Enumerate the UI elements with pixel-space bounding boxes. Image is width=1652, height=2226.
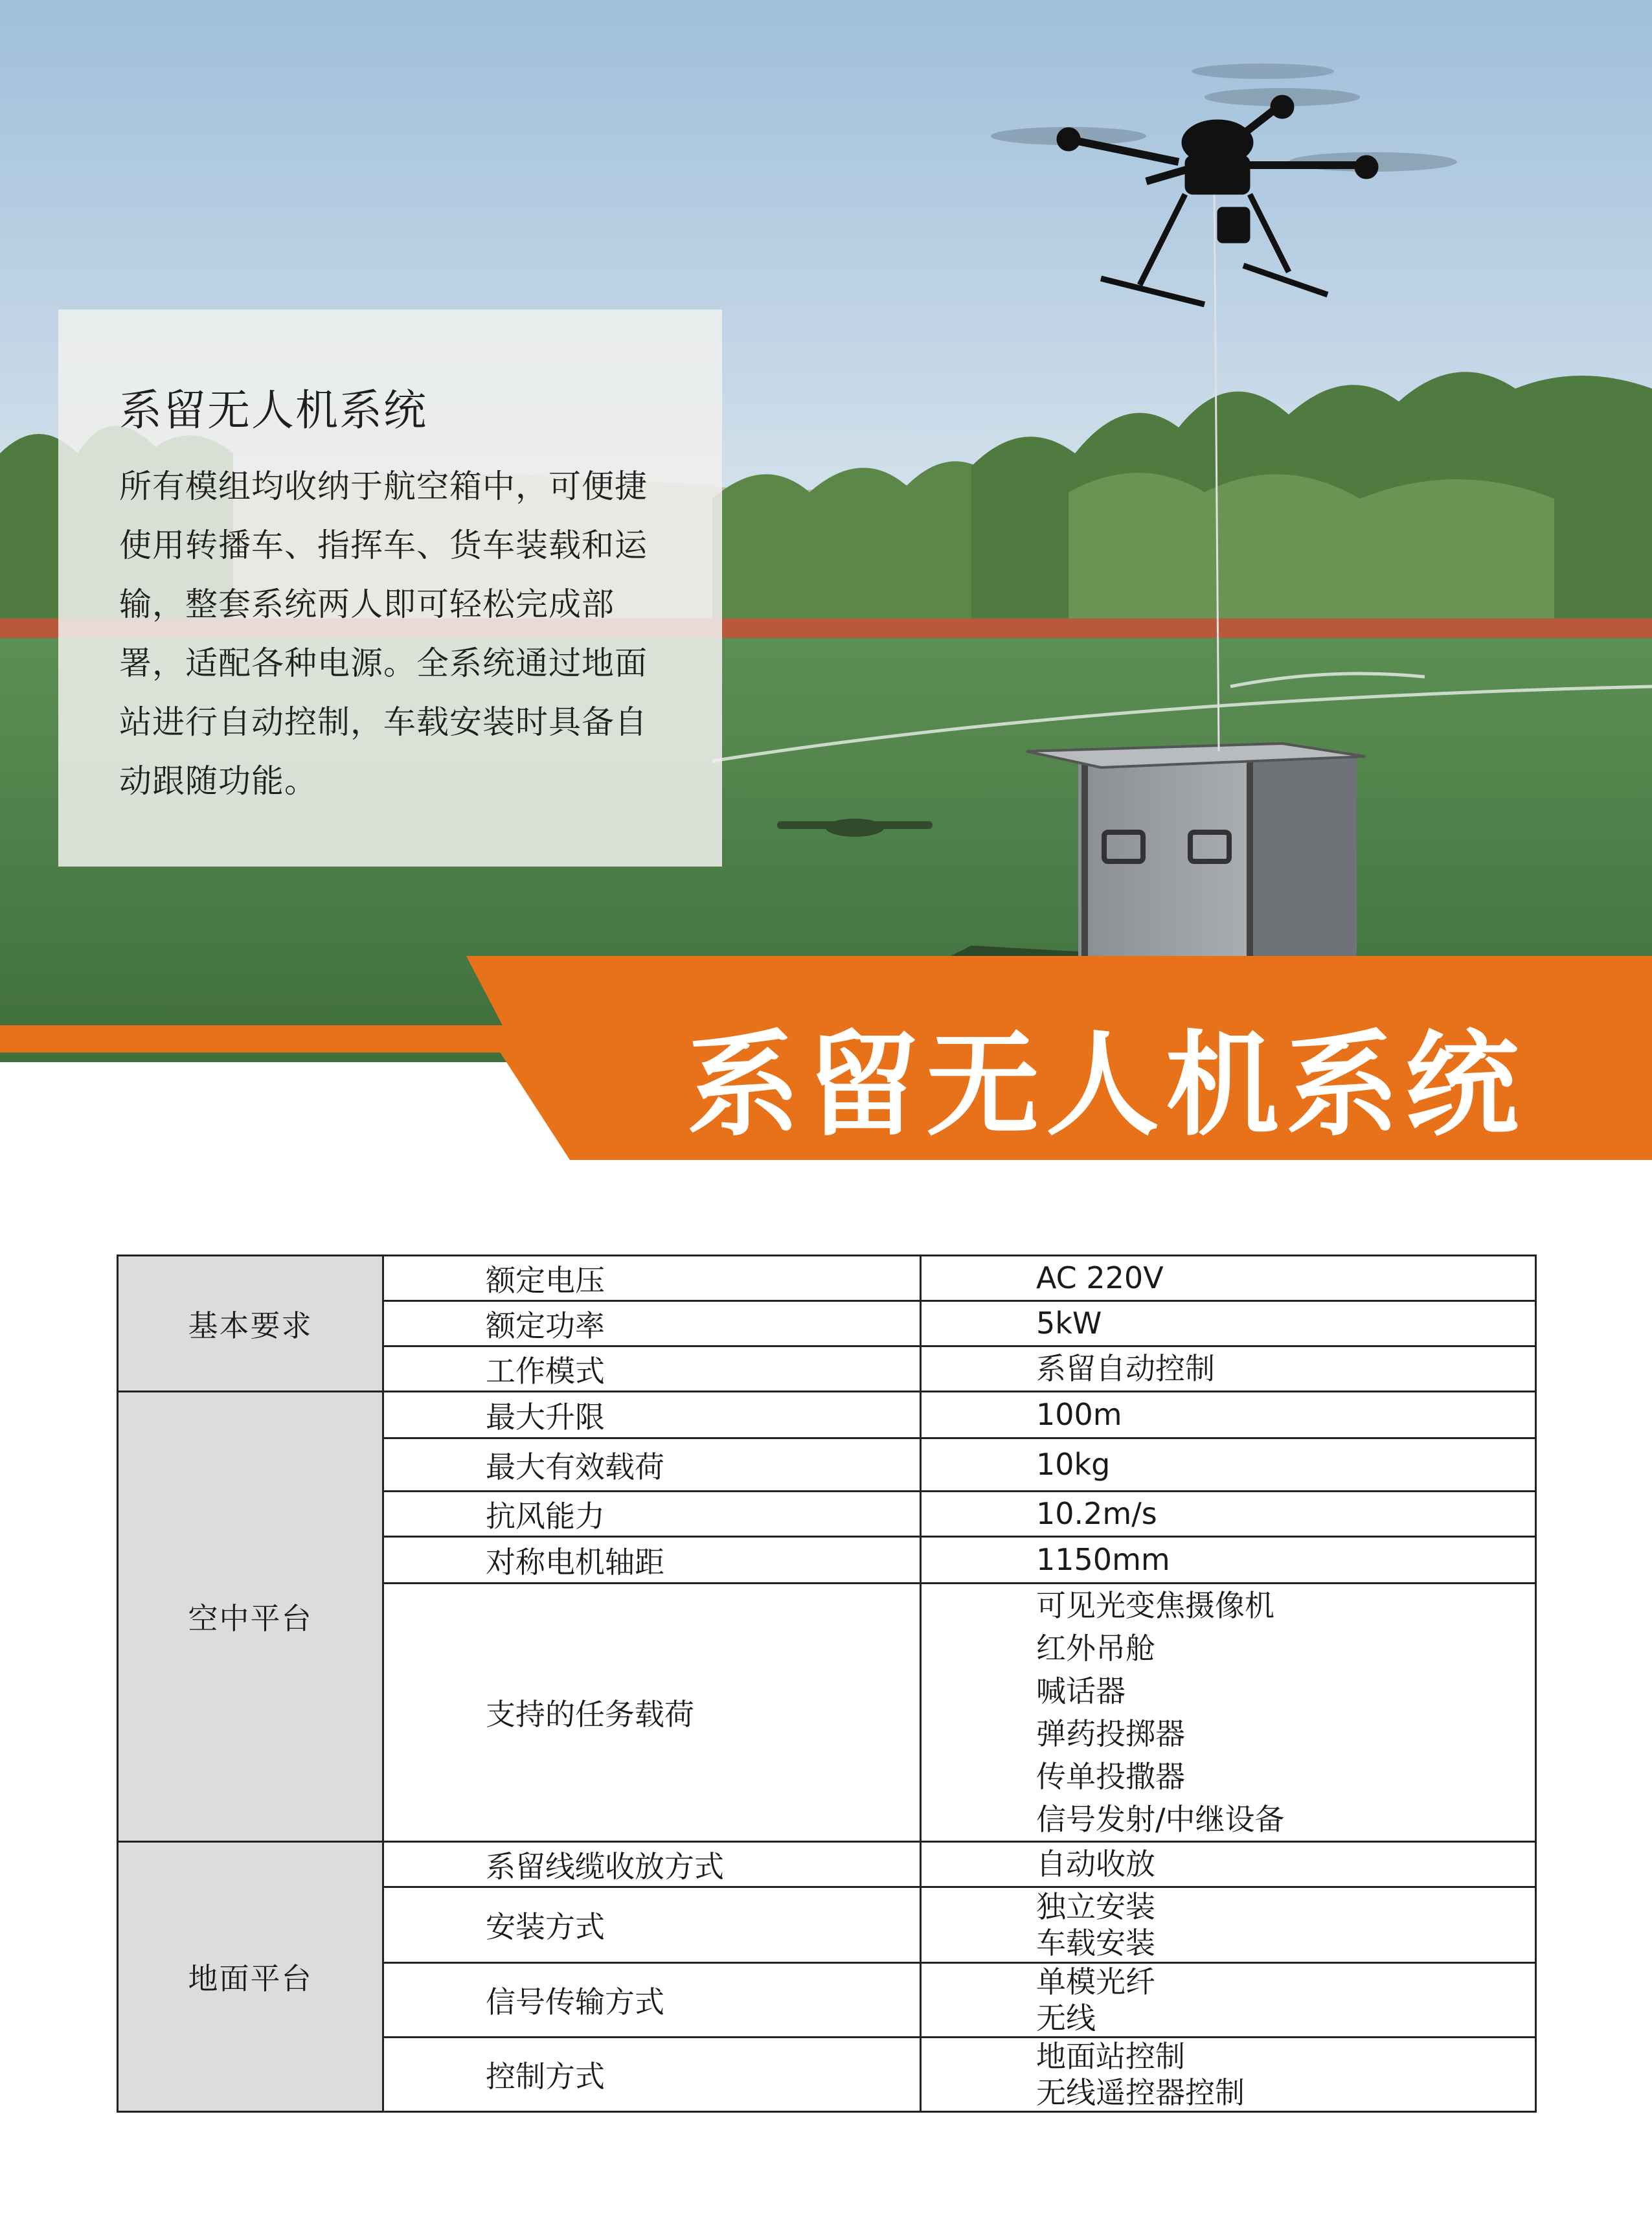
- value-cell: [921, 1887, 1536, 1963]
- value-line: 地面站控制: [1036, 2039, 1185, 2074]
- value-cell: [921, 1438, 1536, 1492]
- value-line: 10.2m/s: [1036, 1496, 1157, 1531]
- param-cell: 系留线缆收放方式: [383, 1842, 921, 1887]
- value-line: 无线遥控器控制: [1036, 2075, 1245, 2110]
- value-line: 传单投撒器: [1036, 1759, 1185, 1794]
- param-cell: 额定电压: [383, 1256, 921, 1301]
- value-line: 1150mm: [1036, 1542, 1170, 1577]
- value-line: 弹药投掷器: [1036, 1716, 1185, 1751]
- param-cell: 支持的任务载荷: [383, 1584, 921, 1842]
- value-line: 自动收放: [1036, 1846, 1155, 1881]
- value-line: 信号发射/中继设备: [1036, 1802, 1285, 1837]
- value-line: 车载安装: [1036, 1925, 1155, 1960]
- param-cell: 抗风能力: [383, 1492, 921, 1537]
- param-cell: 最大升限: [383, 1392, 921, 1438]
- category-cell: 空中平台: [118, 1392, 383, 1842]
- intro-body: 所有模组均收纳于航空箱中，可便捷使用转播车、指挥车、货车装载和运输，整套系统两人即可轻松完成部署，适配各种电源。全系统通过地面站进行自动控制，车载安装时具备自动跟随功能。: [119, 468, 648, 800]
- value-line: AC 220V: [1036, 1260, 1164, 1295]
- param-cell: 最大有效载荷: [383, 1438, 921, 1492]
- banner-title: 系留无人机系统: [686, 1020, 1525, 1152]
- value-cell: [921, 1301, 1536, 1346]
- param-cell: 信号传输方式: [383, 1963, 921, 2038]
- table-row: [118, 1256, 1536, 1301]
- value-cell: [921, 1492, 1536, 1537]
- intro-panel: [58, 310, 722, 867]
- category-cell: 地面平台: [118, 1842, 383, 2112]
- value-cell: [921, 1256, 1536, 1301]
- param-cell: 安装方式: [383, 1887, 921, 1963]
- hero-photo: [0, 0, 1652, 1062]
- category-cell: 基本要求: [118, 1256, 383, 1392]
- value-line: 10kg: [1036, 1447, 1111, 1482]
- param-cell: 额定功率: [383, 1301, 921, 1346]
- value-line: 5kW: [1036, 1306, 1102, 1341]
- spec-table-body: [118, 1256, 1536, 2112]
- param-cell: 工作模式: [383, 1346, 921, 1392]
- value-line: 可见光变焦摄像机: [1036, 1588, 1274, 1623]
- value-cell: [921, 1392, 1536, 1438]
- value-cell: [921, 1842, 1536, 1887]
- value-cell: [921, 1584, 1536, 1842]
- param-cell: 对称电机轴距: [383, 1537, 921, 1584]
- value-line: 喊话器: [1036, 1674, 1126, 1709]
- table-row: [118, 1842, 1536, 1887]
- value-line: 系留自动控制: [1036, 1351, 1215, 1386]
- value-cell: [921, 2038, 1536, 2112]
- value-line: 无线: [1036, 2001, 1096, 2036]
- value-line: 100m: [1036, 1397, 1122, 1432]
- value-cell: [921, 1537, 1536, 1584]
- value-line: 独立安装: [1036, 1889, 1155, 1924]
- value-cell: [921, 1963, 1536, 2038]
- table-row: [118, 1392, 1536, 1438]
- param-cell: 控制方式: [383, 2038, 921, 2112]
- intro-title: 系留无人机系统: [119, 385, 427, 435]
- value-cell: [921, 1346, 1536, 1392]
- spec-table: [117, 1255, 1537, 2113]
- value-line: 单模光纤: [1036, 1964, 1155, 1999]
- value-line: 红外吊舱: [1036, 1631, 1155, 1666]
